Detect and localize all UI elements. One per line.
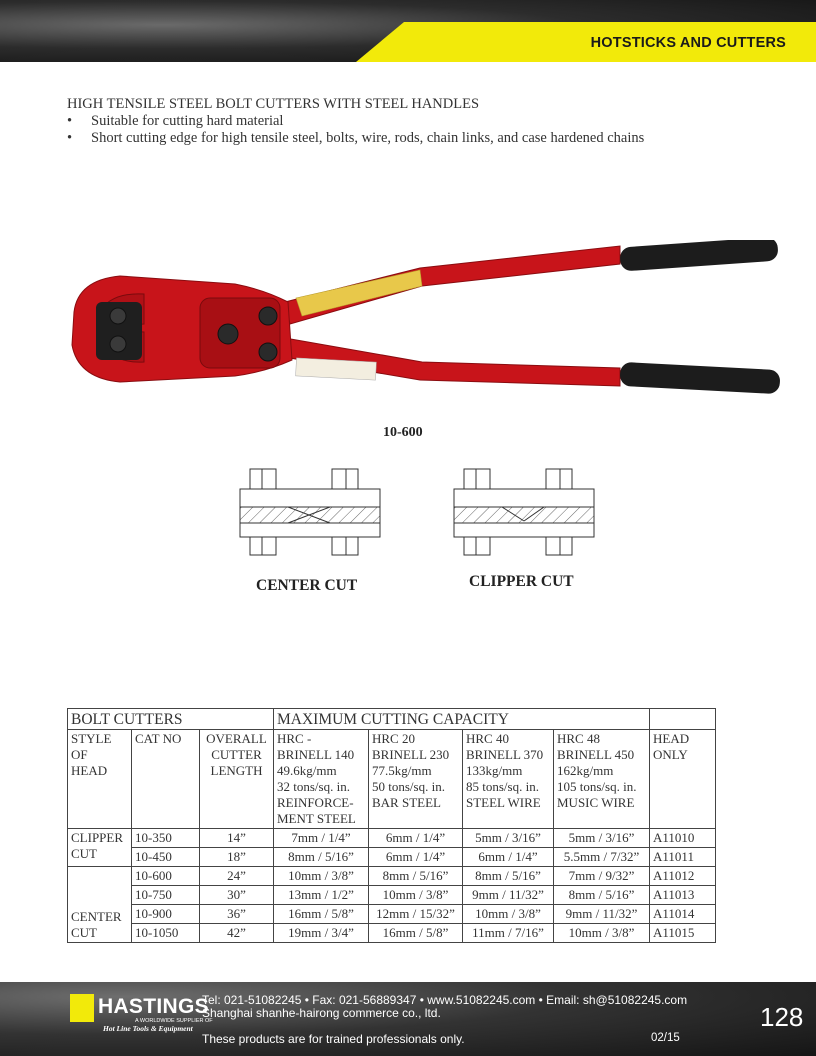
capacity-cell: 5mm / 3/16” xyxy=(463,829,554,848)
header-line: 49.6kg/mm xyxy=(277,763,337,778)
head-only-cell: A11013 xyxy=(650,886,716,905)
header-cat-no xyxy=(132,730,200,829)
header-line: HRC 48 xyxy=(557,731,600,746)
product-heading: HIGH TENSILE STEEL BOLT CUTTERS WITH STEEL HANDLES xyxy=(67,96,480,112)
header-head-only xyxy=(650,730,716,829)
head-only-cell: A11010 xyxy=(650,829,716,848)
table-row xyxy=(68,848,716,867)
header-line: BRINELL 140 xyxy=(277,747,355,762)
feature-item: • Short cutting edge for high tensile steel, bolts, wire, rods, chain links, and case hardened chains xyxy=(67,130,644,147)
head-only-cell: A11015 xyxy=(650,924,716,943)
table-row xyxy=(68,905,716,924)
header-line: LENGTH xyxy=(210,763,263,778)
header-line: CUTTER xyxy=(211,747,262,762)
table-row xyxy=(68,867,716,886)
header-line: 85 tons/sq. in. xyxy=(466,779,539,794)
header-line: 133kg/mm xyxy=(466,763,523,778)
header-line: STYLE xyxy=(71,731,112,746)
style-line: CENTER xyxy=(71,909,122,924)
length-cell: 18” xyxy=(200,848,274,867)
table-title-empty xyxy=(650,709,716,730)
capacity-cell: 6mm / 1/4” xyxy=(463,848,554,867)
capacity-cell: 13mm / 1/2” xyxy=(274,886,369,905)
center-cut-diagram xyxy=(238,465,383,557)
hastings-logo-icon xyxy=(70,994,94,1022)
header-hrc-20 xyxy=(369,730,463,829)
header-line: HRC - xyxy=(277,731,312,746)
header-line: 105 tons/sq. in. xyxy=(557,779,637,794)
capacity-cell: 10mm / 3/8” xyxy=(554,924,650,943)
capacity-cell: 6mm / 1/4” xyxy=(369,829,463,848)
section-title: HOTSTICKS AND CUTTERS xyxy=(590,35,786,51)
page-footer xyxy=(0,982,816,1056)
capacity-cell: 7mm / 9/32” xyxy=(554,867,650,886)
logo-wordmark: HASTINGS xyxy=(98,995,209,1018)
length-cell: 14” xyxy=(200,829,274,848)
table-header-row xyxy=(68,730,716,829)
revision-date: 02/15 xyxy=(651,1032,680,1044)
capacity-cell: 8mm / 5/16” xyxy=(554,886,650,905)
style-clipper-cut xyxy=(68,829,132,867)
logo-subtitle: Hot Line Tools & Equipment xyxy=(103,1024,193,1033)
product-description xyxy=(67,96,644,147)
head-only-cell: A11012 xyxy=(650,867,716,886)
cat-no-cell: 10-900 xyxy=(132,905,200,924)
length-cell: 36” xyxy=(200,905,274,924)
header-line: ONLY xyxy=(653,747,688,762)
header-line: MENT STEEL xyxy=(277,811,356,826)
table-title-left: BOLT CUTTERS xyxy=(68,709,274,730)
cat-no-cell: 10-750 xyxy=(132,886,200,905)
header-line: 77.5kg/mm xyxy=(372,763,432,778)
header-line: STEEL WIRE xyxy=(466,795,541,810)
header-line: BRINELL 370 xyxy=(466,747,544,762)
capacity-cell: 16mm / 5/8” xyxy=(274,905,369,924)
length-cell: 42” xyxy=(200,924,274,943)
table-row xyxy=(68,886,716,905)
table-title-row xyxy=(68,709,716,730)
capacity-cell: 6mm / 1/4” xyxy=(369,848,463,867)
clipper-cut-label: CLIPPER CUT xyxy=(469,573,574,590)
header-line: MUSIC WIRE xyxy=(557,795,635,810)
style-line: CUT xyxy=(71,925,97,940)
feature-item: • Suitable for cutting hard material xyxy=(67,113,644,130)
length-cell: 24” xyxy=(200,867,274,886)
header-line: BRINELL 450 xyxy=(557,747,635,762)
bolt-cutter-spec-table xyxy=(67,708,716,943)
header-line: OF xyxy=(71,747,88,762)
capacity-cell: 8mm / 5/16” xyxy=(369,867,463,886)
header-line: BRINELL 230 xyxy=(372,747,450,762)
capacity-cell: 10mm / 3/8” xyxy=(463,905,554,924)
logo-tagline: A WORLDWIDE SUPPLIER OF xyxy=(135,1018,213,1024)
capacity-cell: 8mm / 5/16” xyxy=(274,848,369,867)
header-line: HRC 20 xyxy=(372,731,415,746)
capacity-cell: 9mm / 11/32” xyxy=(463,886,554,905)
head-only-cell: A11014 xyxy=(650,905,716,924)
style-line: CUT xyxy=(71,846,97,861)
feature-list xyxy=(67,113,644,147)
center-cut-label: CENTER CUT xyxy=(256,577,358,594)
bolt-cutter-image xyxy=(60,240,790,410)
capacity-cell: 10mm / 3/8” xyxy=(369,886,463,905)
header-line: REINFORCE- xyxy=(277,795,354,810)
cat-no-cell: 10-450 xyxy=(132,848,200,867)
clipper-cut-diagram xyxy=(452,465,597,557)
style-line: CLIPPER xyxy=(71,830,124,845)
capacity-cell: 12mm / 15/32” xyxy=(369,905,463,924)
capacity-cell: 16mm / 5/8” xyxy=(369,924,463,943)
header-line: 50 tons/sq. in. xyxy=(372,779,445,794)
page-number: 128 xyxy=(760,1002,804,1032)
capacity-cell: 5mm / 3/16” xyxy=(554,829,650,848)
table-title-right: MAXIMUM CUTTING CAPACITY xyxy=(274,709,650,730)
table-row xyxy=(68,924,716,943)
capacity-cell: 5.5mm / 7/32” xyxy=(554,848,650,867)
capacity-cell: 19mm / 3/4” xyxy=(274,924,369,943)
capacity-cell: 8mm / 5/16” xyxy=(463,867,554,886)
header-line: HRC 40 xyxy=(466,731,509,746)
disclaimer: These products are for trained professionals only. xyxy=(202,1032,465,1046)
header-line: HEAD xyxy=(653,731,690,746)
header-line: 32 tons/sq. in. xyxy=(277,779,350,794)
cat-no-cell: 10-600 xyxy=(132,867,200,886)
header-hrc-48 xyxy=(554,730,650,829)
length-cell: 30” xyxy=(200,886,274,905)
head-only-cell: A11011 xyxy=(650,848,716,867)
header-line: BAR STEEL xyxy=(372,795,441,810)
capacity-cell: 11mm / 7/16” xyxy=(463,924,554,943)
cat-no-cell: 10-350 xyxy=(132,829,200,848)
style-center-cut xyxy=(68,867,132,943)
model-number: 10-600 xyxy=(383,425,423,440)
header-line: OVERALL xyxy=(206,731,267,746)
header-hrc-40 xyxy=(463,730,554,829)
contact-info: Tel: 021-51082245 • Fax: 021-56889347 • www.51082245.com • Email: sh@51082245.com xyxy=(202,993,688,1007)
capacity-cell: 9mm / 11/32” xyxy=(554,905,650,924)
header-length xyxy=(200,730,274,829)
capacity-cell: 10mm / 3/8” xyxy=(274,867,369,886)
company-name: Shanghai shanhe-hairong commerce co., ltd. xyxy=(202,1006,441,1020)
table-row xyxy=(68,829,716,848)
header-style xyxy=(68,730,132,829)
header-line: 162kg/mm xyxy=(557,763,614,778)
page-header xyxy=(0,0,816,62)
capacity-cell: 7mm / 1/4” xyxy=(274,829,369,848)
header-line: HEAD xyxy=(71,763,108,778)
header-hrc-minus xyxy=(274,730,369,829)
header-line: CAT NO xyxy=(135,731,182,746)
cat-no-cell: 10-1050 xyxy=(132,924,200,943)
